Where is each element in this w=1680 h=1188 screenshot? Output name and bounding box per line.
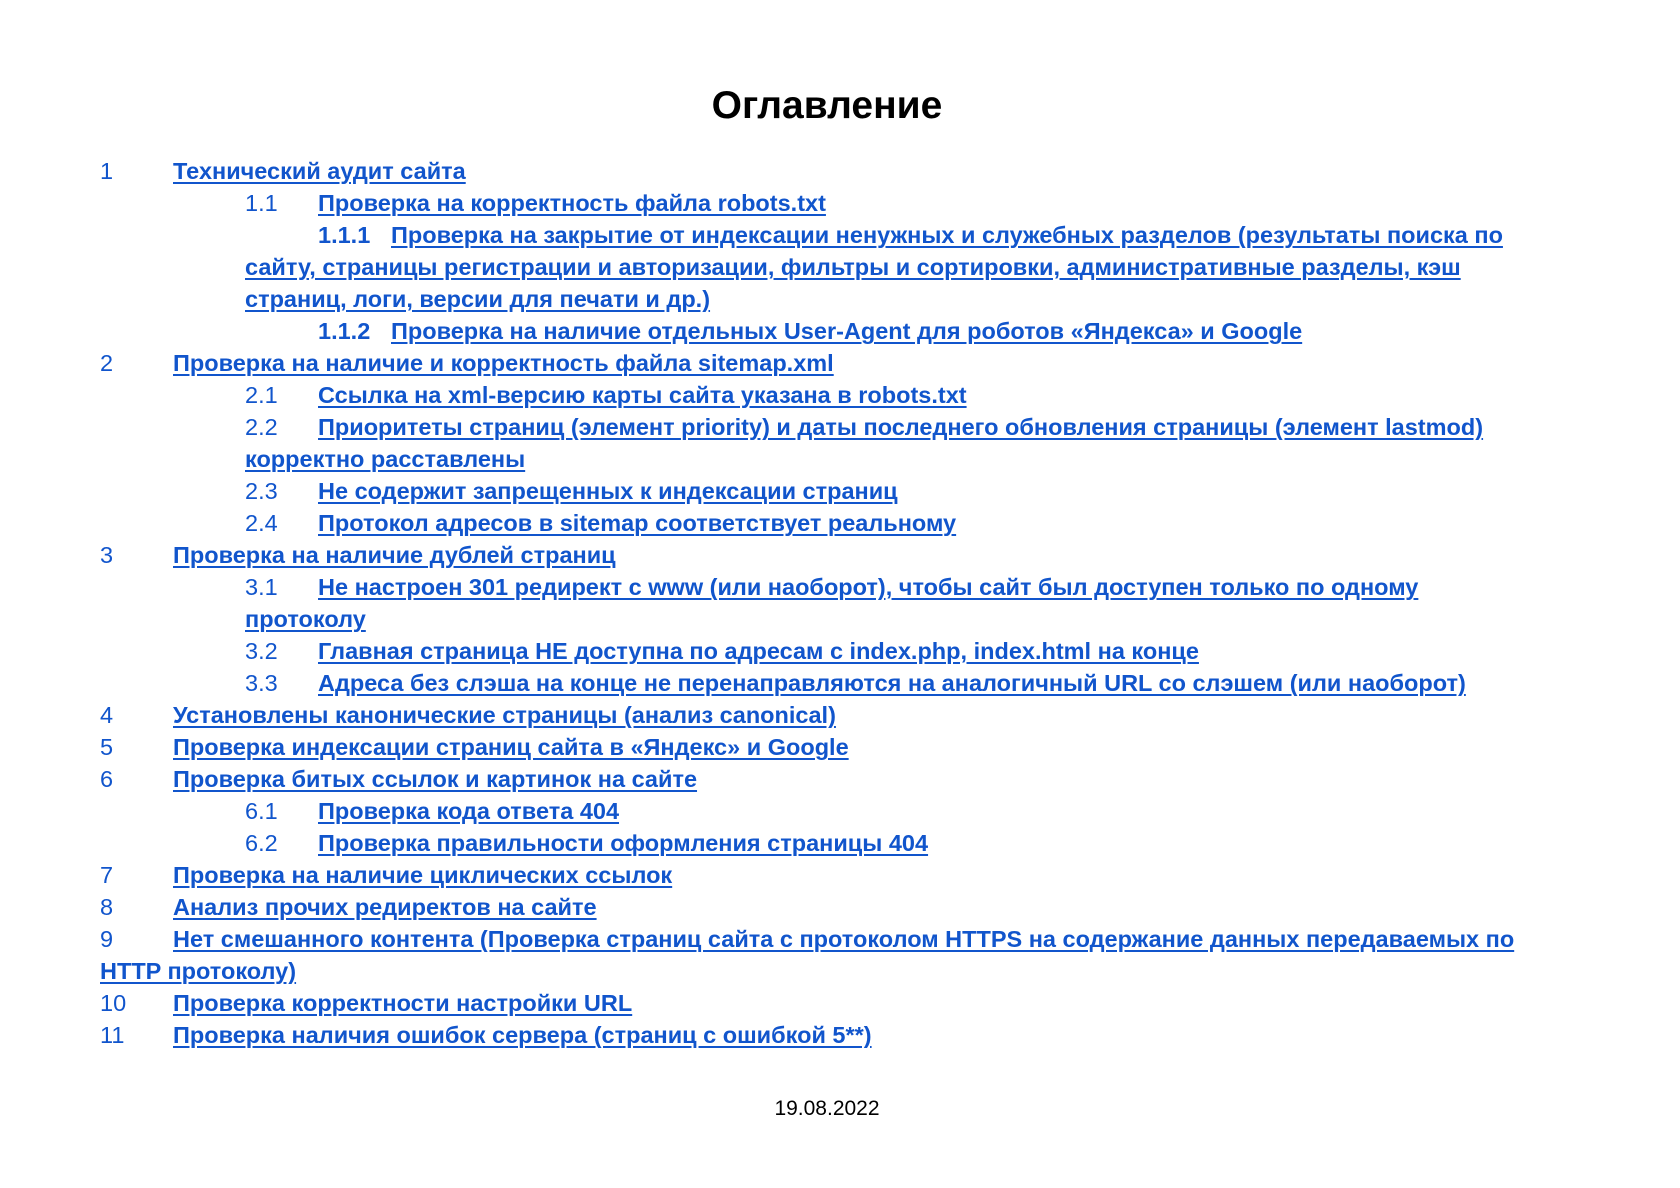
toc-entry-number: 1.1 bbox=[245, 190, 278, 216]
toc-entry-title: Проверка на наличие циклических ссылок bbox=[173, 862, 673, 888]
toc-entry bbox=[100, 219, 1540, 315]
toc-link-2-2[interactable] bbox=[245, 414, 1483, 472]
toc-link-6[interactable] bbox=[100, 766, 697, 792]
toc-link-10[interactable] bbox=[100, 990, 632, 1016]
toc-entry bbox=[100, 987, 1540, 1019]
toc-link-3[interactable] bbox=[100, 542, 616, 568]
toc-entry bbox=[100, 763, 1540, 795]
footer-date: 19.08.2022 bbox=[774, 1097, 880, 1120]
toc-link-1-1[interactable] bbox=[245, 190, 826, 216]
toc-entry-title: Установлены канонические страницы (анализ canonical) bbox=[173, 702, 836, 728]
toc-entry-number: 3.3 bbox=[245, 670, 278, 696]
toc-entry bbox=[100, 187, 1540, 219]
toc-link-6-2[interactable] bbox=[245, 830, 928, 856]
toc-entry bbox=[100, 507, 1540, 539]
toc-link-2[interactable] bbox=[100, 350, 834, 376]
toc-entry bbox=[100, 1019, 1540, 1051]
toc-entry-title: Анализ прочих редиректов на сайте bbox=[173, 894, 597, 920]
toc-entry-title: Ссылка на xml-версию карты сайта указана в robots.txt bbox=[318, 382, 967, 408]
toc-entry-number: 2 bbox=[100, 350, 114, 376]
toc-entry bbox=[100, 667, 1540, 699]
toc-entry bbox=[100, 379, 1540, 411]
toc-entry-title: Проверка правильности оформления страницы 404 bbox=[318, 830, 929, 856]
toc-entry bbox=[100, 475, 1540, 507]
toc-entry-title: Главная страница НЕ доступна по адресам с index.php, index.html на конце bbox=[318, 638, 1199, 664]
toc-entry bbox=[100, 923, 1540, 987]
toc-entry bbox=[100, 347, 1540, 379]
toc-link-2-3[interactable] bbox=[245, 478, 898, 504]
toc-link-3-2[interactable] bbox=[245, 638, 1199, 664]
toc-entry bbox=[100, 539, 1540, 571]
toc-link-6-1[interactable] bbox=[245, 798, 619, 824]
page-title: Оглавление bbox=[711, 84, 943, 128]
toc-entry-number: 3.2 bbox=[245, 638, 278, 664]
toc-link-1[interactable] bbox=[100, 158, 466, 184]
toc-entry bbox=[100, 315, 1540, 347]
toc-link-2-1[interactable] bbox=[245, 382, 967, 408]
toc-link-11[interactable] bbox=[100, 1022, 872, 1048]
toc-entry-number: 2.4 bbox=[245, 510, 278, 536]
toc-entry bbox=[100, 155, 1540, 187]
toc-link-2-4[interactable] bbox=[245, 510, 956, 536]
toc-entry-number: 9 bbox=[100, 926, 114, 952]
toc-entry-title: Протокол адресов в sitemap соответствует реальному bbox=[318, 510, 957, 536]
toc-entry-title: Не содержит запрещенных к индексации страниц bbox=[318, 478, 898, 504]
toc-entry bbox=[100, 891, 1540, 923]
toc-entry bbox=[100, 699, 1540, 731]
toc-entry bbox=[100, 859, 1540, 891]
toc-entry-title: Проверка наличия ошибок сервера (страниц с ошибкой 5**) bbox=[173, 1022, 872, 1048]
toc-entry-title: Проверка на закрытие от индексации ненужных и служебных разделов (результаты поиска по сайту, страницы регистрации и авторизации, фильтры и сортировки, административные разделы, кэш страниц, логи, версии для печати и др.) bbox=[245, 222, 1503, 312]
toc-entry-title: Не настроен 301 редирект с www (или наоборот), чтобы сайт был доступен только по одному протоколу bbox=[245, 574, 1419, 632]
toc-link-3-1[interactable] bbox=[245, 574, 1418, 632]
toc-link-8[interactable] bbox=[100, 894, 597, 920]
toc-link-1-1-2[interactable] bbox=[245, 318, 1302, 344]
toc-entry-title: Проверка на наличие отдельных User-Agent для роботов «Яндекса» и Google bbox=[391, 318, 1303, 344]
toc-entry-number: 6.2 bbox=[245, 830, 278, 856]
toc-entry-number: 10 bbox=[100, 990, 127, 1016]
toc-link-1-1-1[interactable] bbox=[245, 222, 1503, 312]
toc-entry-number: 2.3 bbox=[245, 478, 278, 504]
toc-entry-number: 1 bbox=[100, 158, 114, 184]
toc-entry-number: 8 bbox=[100, 894, 114, 920]
toc-entry-number: 3 bbox=[100, 542, 114, 568]
toc-link-3-3[interactable] bbox=[245, 670, 1466, 696]
toc-entry-number: 4 bbox=[100, 702, 114, 728]
toc-entry-number: 7 bbox=[100, 862, 114, 888]
toc-entry-number: 5 bbox=[100, 734, 114, 760]
toc-entry-title: Проверка на корректность файла robots.txt bbox=[318, 190, 826, 216]
toc-entry-number: 6.1 bbox=[245, 798, 278, 824]
toc-entry-title: Проверка корректности настройки URL bbox=[173, 990, 633, 1016]
toc-entry bbox=[100, 411, 1540, 475]
toc-entry-number: 3.1 bbox=[245, 574, 278, 600]
toc-entry bbox=[100, 571, 1540, 635]
toc-entry-number: 2.1 bbox=[245, 382, 278, 408]
toc-entry-title: Адреса без слэша на конце не перенаправляются на аналогичный URL со слэшем (или наоборот) bbox=[318, 670, 1466, 696]
toc-entry-title: Технический аудит сайта bbox=[173, 158, 466, 184]
toc-entry-number: 2.2 bbox=[245, 414, 278, 440]
toc-entry bbox=[100, 827, 1540, 859]
toc-entry-title: Проверка на наличие и корректность файла sitemap.xml bbox=[173, 350, 834, 376]
toc-entry bbox=[100, 731, 1540, 763]
table-of-contents bbox=[100, 155, 1540, 1051]
toc-entry-title: Проверка индексации страниц сайта в «Яндекс» и Google bbox=[173, 734, 849, 760]
toc-entry-number: 11 bbox=[100, 1022, 125, 1048]
toc-entry-title: Проверка на наличие дублей страниц bbox=[173, 542, 616, 568]
toc-entry-title: Проверка кода ответа 404 bbox=[318, 798, 620, 824]
toc-link-9[interactable] bbox=[100, 926, 1514, 984]
toc-entry bbox=[100, 795, 1540, 827]
toc-link-7[interactable] bbox=[100, 862, 672, 888]
toc-entry-number: 6 bbox=[100, 766, 114, 792]
toc-entry-title: Нет смешанного контента (Проверка страниц сайта с протоколом HTTPS на содержание данных передаваемых по HTTP протоколу) bbox=[100, 926, 1515, 984]
toc-entry-number: 1.1.1 bbox=[318, 222, 371, 248]
toc-entry bbox=[100, 635, 1540, 667]
toc-link-5[interactable] bbox=[100, 734, 849, 760]
toc-entry-title: Проверка битых ссылок и картинок на сайте bbox=[173, 766, 698, 792]
toc-entry-title: Приоритеты страниц (элемент priority) и даты последнего обновления страницы (элемент lastmod) корректно расставлены bbox=[245, 414, 1484, 472]
toc-entry-number: 1.1.2 bbox=[318, 318, 371, 344]
toc-link-4[interactable] bbox=[100, 702, 836, 728]
